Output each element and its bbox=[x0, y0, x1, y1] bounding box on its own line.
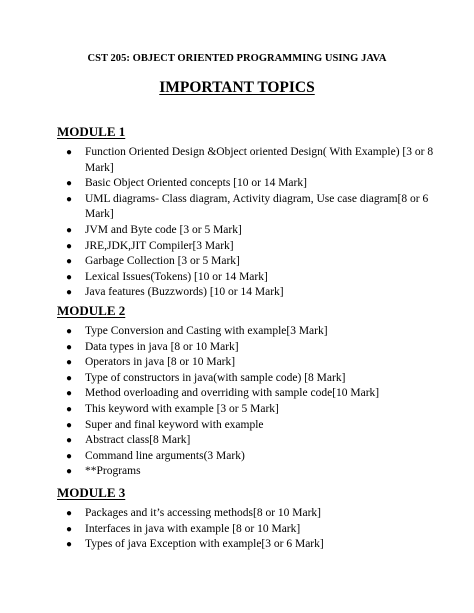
topic-text: Abstract class[8 Mark] bbox=[85, 434, 191, 447]
topic-list-item bbox=[57, 239, 437, 255]
bullet-icon: ● bbox=[66, 539, 73, 551]
topic-text: UML diagrams- Class diagram, Activity diagram, Use case diagram[8 or 6 Mark] bbox=[85, 192, 429, 221]
topic-text: Java features (Buzzwords) [10 or 14 Mark] bbox=[85, 286, 284, 299]
bullet-icon: ● bbox=[66, 403, 73, 415]
bullet-icon: ● bbox=[66, 508, 73, 519]
module-1-topic-list bbox=[57, 145, 437, 301]
bullet-icon: ● bbox=[66, 435, 73, 447]
topic-list-item bbox=[57, 192, 437, 223]
topic-list-item bbox=[57, 270, 437, 286]
topic-text: Packages and it’s accessing methods[8 or 10 Mark] bbox=[85, 507, 322, 519]
topic-text: Data types in java [8 or 10 Mark] bbox=[85, 340, 239, 353]
topic-text: Operators in java [8 or 10 Mark] bbox=[85, 356, 236, 369]
topic-list-item bbox=[57, 145, 437, 176]
topic-list-item bbox=[57, 506, 437, 522]
topic-list-item bbox=[57, 285, 437, 301]
topic-text: Types of java Exception with example[3 or 6 Mark] bbox=[85, 538, 324, 551]
topic-text: Command line arguments(3 Mark) bbox=[85, 449, 245, 462]
topic-text: Function Oriented Design &Object oriented Design( With Example) [3 or 8 Mark] bbox=[85, 146, 434, 174]
module-3-heading: MODULE 3 bbox=[57, 485, 126, 500]
module-3-topic-list bbox=[57, 506, 437, 553]
bullet-icon: ● bbox=[66, 388, 73, 400]
topic-text: Interfaces in java with example [8 or 10 Mark] bbox=[85, 522, 301, 535]
topic-list-item bbox=[57, 522, 437, 538]
bullet-icon: ● bbox=[66, 256, 73, 268]
module-2-section bbox=[57, 303, 437, 480]
bullet-icon: ● bbox=[66, 178, 73, 190]
topic-list-item bbox=[57, 254, 437, 270]
topic-list-item bbox=[57, 355, 437, 371]
topic-list-item bbox=[57, 418, 437, 434]
bullet-icon: ● bbox=[66, 466, 73, 478]
topic-list-item bbox=[57, 176, 437, 192]
topic-list-item bbox=[57, 464, 437, 480]
topic-text: Lexical Issues(Tokens) [10 or 14 Mark] bbox=[85, 270, 268, 283]
page-heading: IMPORTANT TOPICS bbox=[159, 79, 315, 96]
topic-text: Type of constructors in java(with sample code) [8 Mark] bbox=[85, 371, 346, 384]
topic-list-item bbox=[57, 537, 437, 553]
topic-list-item bbox=[57, 324, 437, 340]
topic-text: JRE,JDK,JIT Compiler[3 Mark] bbox=[85, 239, 234, 252]
module-1-section bbox=[57, 124, 437, 301]
bullet-icon: ● bbox=[66, 341, 73, 353]
course-title: CST 205: OBJECT ORIENTED PROGRAMMING USING JAVA bbox=[87, 53, 387, 64]
bullet-icon: ● bbox=[66, 224, 73, 236]
module-2-topic-list bbox=[57, 324, 437, 480]
bullet-icon: ● bbox=[66, 240, 73, 252]
bullet-icon: ● bbox=[66, 419, 73, 431]
bullet-icon: ● bbox=[66, 523, 73, 535]
topic-text: This keyword with example [3 or 5 Mark] bbox=[85, 402, 279, 415]
topic-text: Type Conversion and Casting with example[3 Mark] bbox=[85, 325, 328, 337]
topic-list-item bbox=[57, 402, 437, 418]
bullet-icon: ● bbox=[66, 147, 73, 158]
topic-text: Method overloading and overriding with sample code[10 Mark] bbox=[85, 387, 380, 400]
topic-list-item bbox=[57, 386, 437, 402]
bullet-icon: ● bbox=[66, 372, 73, 384]
bullet-icon: ● bbox=[66, 287, 73, 299]
topic-list-item bbox=[57, 223, 437, 239]
module-3-section bbox=[57, 485, 437, 553]
module-1-heading: MODULE 1 bbox=[57, 124, 126, 139]
bullet-icon: ● bbox=[66, 357, 73, 369]
topic-list-item bbox=[57, 371, 437, 387]
bullet-icon: ● bbox=[66, 450, 73, 462]
topic-list-item bbox=[57, 449, 437, 465]
topic-list-item bbox=[57, 340, 437, 356]
module-2-heading: MODULE 2 bbox=[57, 303, 126, 318]
topic-text: Super and final keyword with example bbox=[85, 418, 264, 431]
bullet-icon: ● bbox=[66, 193, 73, 205]
bullet-icon: ● bbox=[66, 271, 73, 283]
topic-text: Garbage Collection [3 or 5 Mark] bbox=[85, 255, 240, 268]
topic-text: **Programs bbox=[85, 465, 141, 478]
topic-text: Basic Object Oriented concepts [10 or 14 Mark] bbox=[85, 177, 307, 190]
bullet-icon: ● bbox=[66, 326, 73, 337]
topic-text: JVM and Byte code [3 or 5 Mark] bbox=[85, 223, 242, 236]
topic-list-item bbox=[57, 433, 437, 449]
